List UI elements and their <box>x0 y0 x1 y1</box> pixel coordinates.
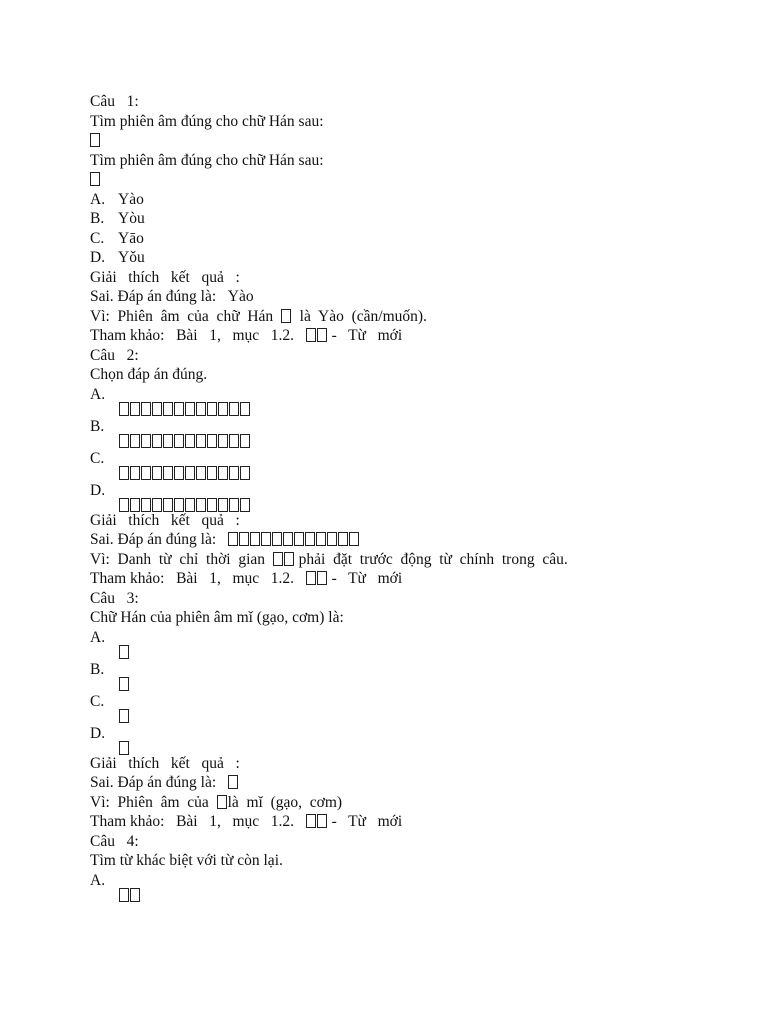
missing-glyph-icon <box>228 775 238 789</box>
missing-glyph-icon <box>317 328 327 342</box>
q4-option-a[interactable]: A. <box>90 871 650 903</box>
missing-glyph-icon <box>196 434 206 448</box>
missing-glyph-icon <box>141 434 151 448</box>
q2-answer: Sai. Đáp án đúng là: <box>90 530 650 550</box>
missing-glyph-icon <box>349 532 359 546</box>
missing-glyph-icon <box>229 498 239 512</box>
missing-glyph-icon <box>141 498 151 512</box>
q2-explain-label: Giải thích kết quả : <box>90 511 240 529</box>
missing-glyph-icon <box>163 466 173 480</box>
missing-glyph-icon <box>306 571 316 585</box>
missing-glyph-icon <box>196 402 206 416</box>
missing-glyph-icon <box>317 571 327 585</box>
missing-glyph-icon <box>130 434 140 448</box>
q1-option-b[interactable]: B. Yòu <box>90 210 145 227</box>
missing-glyph-icon <box>327 532 337 546</box>
missing-glyph-icon <box>218 498 228 512</box>
missing-glyph-icon <box>240 466 250 480</box>
missing-glyph-icon <box>316 532 326 546</box>
q3-option-a[interactable]: A. <box>90 628 650 660</box>
q1-option-d[interactable]: D. Yǒu <box>90 249 145 266</box>
missing-glyph-icon <box>130 498 140 512</box>
missing-glyph-icon <box>119 402 129 416</box>
missing-glyph-icon <box>283 532 293 546</box>
q1-answer-value: Yào <box>227 288 254 305</box>
missing-glyph-icon <box>338 532 348 546</box>
missing-glyph-icon <box>185 466 195 480</box>
missing-glyph-icon <box>185 498 195 512</box>
missing-glyph-icon <box>306 814 316 828</box>
missing-glyph-icon <box>218 434 228 448</box>
missing-glyph-icon <box>141 402 151 416</box>
missing-glyph-icon <box>239 532 249 546</box>
missing-glyph-icon <box>152 434 162 448</box>
missing-glyph-icon <box>261 532 271 546</box>
q1-prompt-repeat: Tìm phiên âm đúng cho chữ Hán sau: <box>90 151 324 169</box>
missing-glyph-icon <box>306 328 316 342</box>
missing-glyph-icon <box>218 466 228 480</box>
missing-glyph-icon <box>207 402 217 416</box>
q3-header: Câu 3: <box>90 589 139 607</box>
q4-option-a-hanzi <box>119 886 141 906</box>
missing-glyph-icon <box>240 402 250 416</box>
missing-glyph-icon <box>152 466 162 480</box>
missing-glyph-icon <box>119 645 129 659</box>
missing-glyph-icon <box>273 552 283 566</box>
missing-glyph-icon <box>207 498 217 512</box>
missing-glyph-icon <box>294 532 304 546</box>
missing-glyph-icon <box>152 498 162 512</box>
q1-answer: Sai. Đáp án đúng là: Yào <box>90 288 254 305</box>
missing-glyph-icon <box>174 434 184 448</box>
missing-glyph-icon <box>163 498 173 512</box>
q3-reference: Tham khảo: Bài 1, mục 1.2. - Từ mới <box>90 813 403 830</box>
missing-glyph-icon <box>272 532 282 546</box>
missing-glyph-icon <box>281 309 291 323</box>
q4-header: Câu 4: <box>90 832 139 850</box>
q2-prompt: Chọn đáp án đúng. <box>90 366 208 383</box>
missing-glyph-icon <box>207 434 217 448</box>
missing-glyph-icon <box>185 434 195 448</box>
q1-reason: Vì: Phiên âm của chữ Hán là Yào (cần/muốn). <box>90 307 427 325</box>
missing-glyph-icon <box>130 466 140 480</box>
missing-glyph-icon <box>141 466 151 480</box>
missing-glyph-icon <box>130 888 140 902</box>
missing-glyph-icon <box>90 172 100 186</box>
q2-option-a[interactable]: A. <box>90 385 650 417</box>
q3-reason: Vì: Phiên âm của là mǐ (gạo, cơm) <box>90 793 343 811</box>
missing-glyph-icon <box>174 498 184 512</box>
q3-option-b[interactable]: B. <box>90 660 650 692</box>
q1-explain-label: Giải thích kết quả : <box>90 268 240 286</box>
missing-glyph-icon <box>119 741 129 755</box>
q2-header: Câu 2: <box>90 346 139 364</box>
q2-option-d[interactable]: D. <box>90 481 650 511</box>
missing-glyph-icon <box>163 434 173 448</box>
q1-option-a[interactable]: A. Yào <box>90 190 144 208</box>
q2-option-d-hanzi <box>119 496 251 516</box>
missing-glyph-icon <box>119 434 129 448</box>
missing-glyph-icon <box>229 466 239 480</box>
missing-glyph-icon <box>196 466 206 480</box>
missing-glyph-icon <box>305 532 315 546</box>
missing-glyph-icon <box>163 402 173 416</box>
missing-glyph-icon <box>90 133 100 147</box>
q3-option-d[interactable]: D. <box>90 724 650 754</box>
missing-glyph-icon <box>250 532 260 546</box>
q2-reason: Vì: Danh từ chỉ thời gian phải đặt trước động từ chính trong câu. <box>90 550 568 568</box>
q1-reference: Tham khảo: Bài 1, mục 1.2. - Từ mới <box>90 327 403 344</box>
missing-glyph-icon <box>119 709 129 723</box>
q4-prompt: Tìm từ khác biệt với từ còn lại. <box>90 852 283 869</box>
q2-answer-hanzi <box>228 531 360 548</box>
missing-glyph-icon <box>218 402 228 416</box>
missing-glyph-icon <box>174 402 184 416</box>
q1-prompt: Tìm phiên âm đúng cho chữ Hán sau: <box>90 112 324 130</box>
q1-header: Câu 1: <box>90 93 139 110</box>
q1-hanzi <box>90 131 650 151</box>
q3-answer: Sai. Đáp án đúng là: <box>90 773 650 793</box>
q2-option-b[interactable]: B. <box>90 417 650 449</box>
missing-glyph-icon <box>229 402 239 416</box>
q3-prompt: Chữ Hán của phiên âm mǐ (gạo, cơm) là: <box>90 609 344 626</box>
missing-glyph-icon <box>152 402 162 416</box>
missing-glyph-icon <box>196 498 206 512</box>
missing-glyph-icon <box>240 434 250 448</box>
q2-option-c[interactable]: C. <box>90 449 650 481</box>
q3-option-d-hanzi <box>119 739 130 759</box>
q1-hanzi-repeat <box>90 170 650 190</box>
missing-glyph-icon <box>317 814 327 828</box>
missing-glyph-icon <box>240 498 250 512</box>
missing-glyph-icon <box>229 434 239 448</box>
missing-glyph-icon <box>174 466 184 480</box>
q1-option-c[interactable]: C. Yāo <box>90 229 144 247</box>
missing-glyph-icon <box>119 677 129 691</box>
missing-glyph-icon <box>119 888 129 902</box>
missing-glyph-icon <box>217 795 227 809</box>
missing-glyph-icon <box>185 402 195 416</box>
missing-glyph-icon <box>228 532 238 546</box>
missing-glyph-icon <box>119 466 129 480</box>
missing-glyph-icon <box>130 402 140 416</box>
missing-glyph-icon <box>284 552 294 566</box>
q3-explain-label: Giải thích kết quả : <box>90 754 240 772</box>
q3-option-c[interactable]: C. <box>90 692 650 724</box>
missing-glyph-icon <box>207 466 217 480</box>
document-body <box>90 92 650 903</box>
q2-reference: Tham khảo: Bài 1, mục 1.2. - Từ mới <box>90 570 403 587</box>
missing-glyph-icon <box>119 498 129 512</box>
